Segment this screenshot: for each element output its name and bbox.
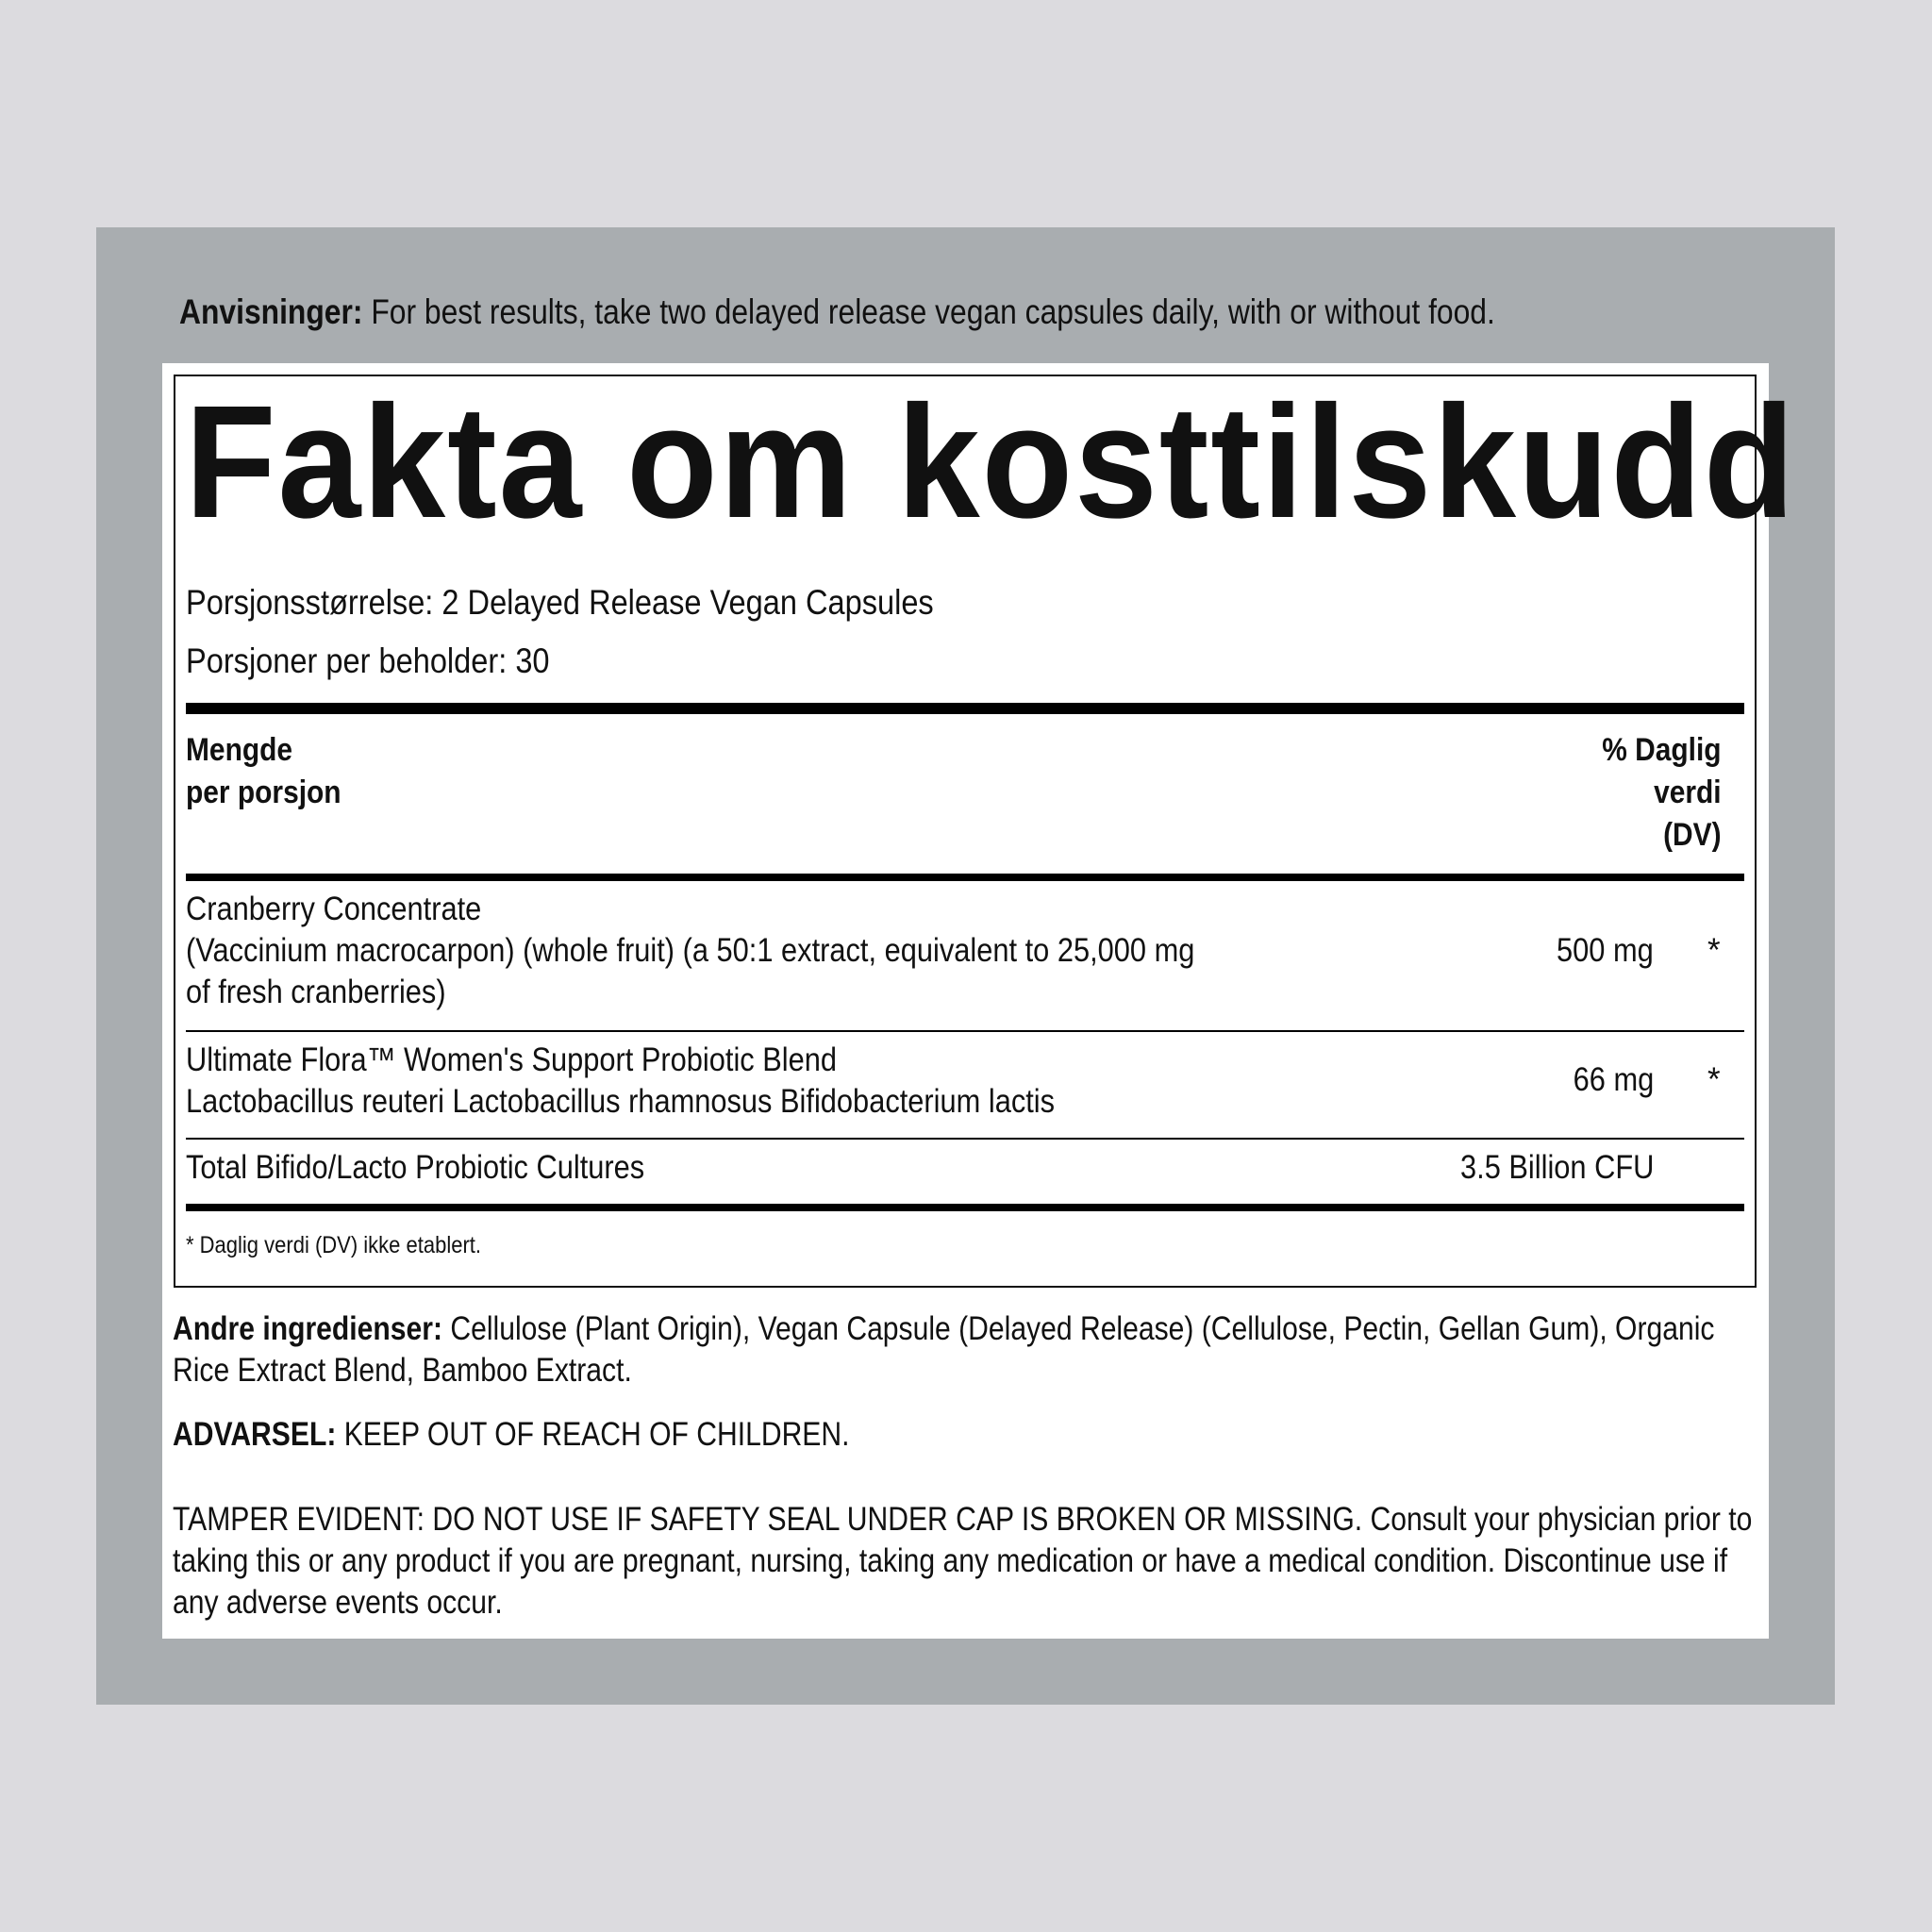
directions-label: Anvisninger: <box>179 292 363 331</box>
amount-per-serving-header <box>186 729 341 814</box>
facts-title: Fakta om kosttilskudd <box>185 373 1797 552</box>
ingredient-name-line: Lactobacillus reuteri Lactobacillus rhamnosus Bifidobacterium lactis <box>186 1083 1056 1120</box>
other-ingredients-text: Cellulose (Plant Origin), Vegan Capsule (Delayed Release) (Cellulose, Pectin, Gellan Gum), Organic Rice Extract Blend, Bamboo Extract. <box>173 1310 1715 1389</box>
ingredient-dv: * <box>1707 1061 1721 1098</box>
warning <box>173 1414 1763 1456</box>
directions <box>179 286 1574 339</box>
ingredient-amount: 66 mg <box>1573 1061 1654 1098</box>
dv-footnote: * Daglig verdi (DV) ikke etablert. <box>186 1232 482 1258</box>
directions-text: For best results, take two delayed release vegan capsules daily, with or without food. <box>371 292 1495 331</box>
thick-divider <box>186 703 1744 714</box>
header-divider <box>186 874 1744 881</box>
header-right-line: verdi <box>1654 774 1722 810</box>
other-ingredients <box>173 1308 1763 1391</box>
ingredient-name <box>186 1040 1055 1123</box>
ingredient-name-line: (Vaccinium macrocarpon) (whole fruit) (a 50:1 extract, equivalent to 25,000 mg <box>186 932 1195 969</box>
ingredient-dv: * <box>1707 932 1721 969</box>
ingredient-name-line: Ultimate Flora™ Women's Support Probiotic Blend <box>186 1041 838 1078</box>
header-right-line: % Daglig <box>1602 732 1722 768</box>
header-left-line: Mengde <box>186 732 293 768</box>
daily-value-header <box>1603 729 1722 857</box>
header-right-line: (DV) <box>1663 817 1722 853</box>
bottom-divider <box>186 1204 1744 1211</box>
warning-label: ADVARSEL: <box>173 1416 337 1453</box>
ingredient-name <box>186 1147 644 1189</box>
ingredient-name-line: Cranberry Concentrate <box>186 891 482 927</box>
ingredient-amount: 3.5 Billion CFU <box>1459 1149 1654 1186</box>
servings-per-container: Porsjoner per beholder: 30 <box>186 641 550 680</box>
ingredient-name <box>186 889 1194 1013</box>
ingredient-name-line: Total Bifido/Lacto Probiotic Cultures <box>186 1149 645 1186</box>
tamper-evident-notice: TAMPER EVIDENT: DO NOT USE IF SAFETY SEAL UNDER CAP IS BROKEN OR MISSING. Consult your physician prior to taking this or any product if you are pregnant, nursing, taking any medication or have a medical condition. Discontinue use if any adverse events occur. <box>173 1501 1753 1621</box>
ingredient-name-line: of fresh cranberries) <box>186 974 446 1010</box>
row-divider <box>186 1138 1744 1140</box>
header-left-line: per porsjon <box>186 774 341 810</box>
row-divider <box>186 1030 1744 1032</box>
ingredient-amount: 500 mg <box>1557 932 1654 969</box>
warning-text: KEEP OUT OF REACH OF CHILDREN. <box>343 1416 850 1453</box>
serving-size: Porsjonsstørrelse: 2 Delayed Release Vegan Capsules <box>186 583 934 622</box>
other-ingredients-label: Andre ingredienser: <box>173 1310 443 1347</box>
